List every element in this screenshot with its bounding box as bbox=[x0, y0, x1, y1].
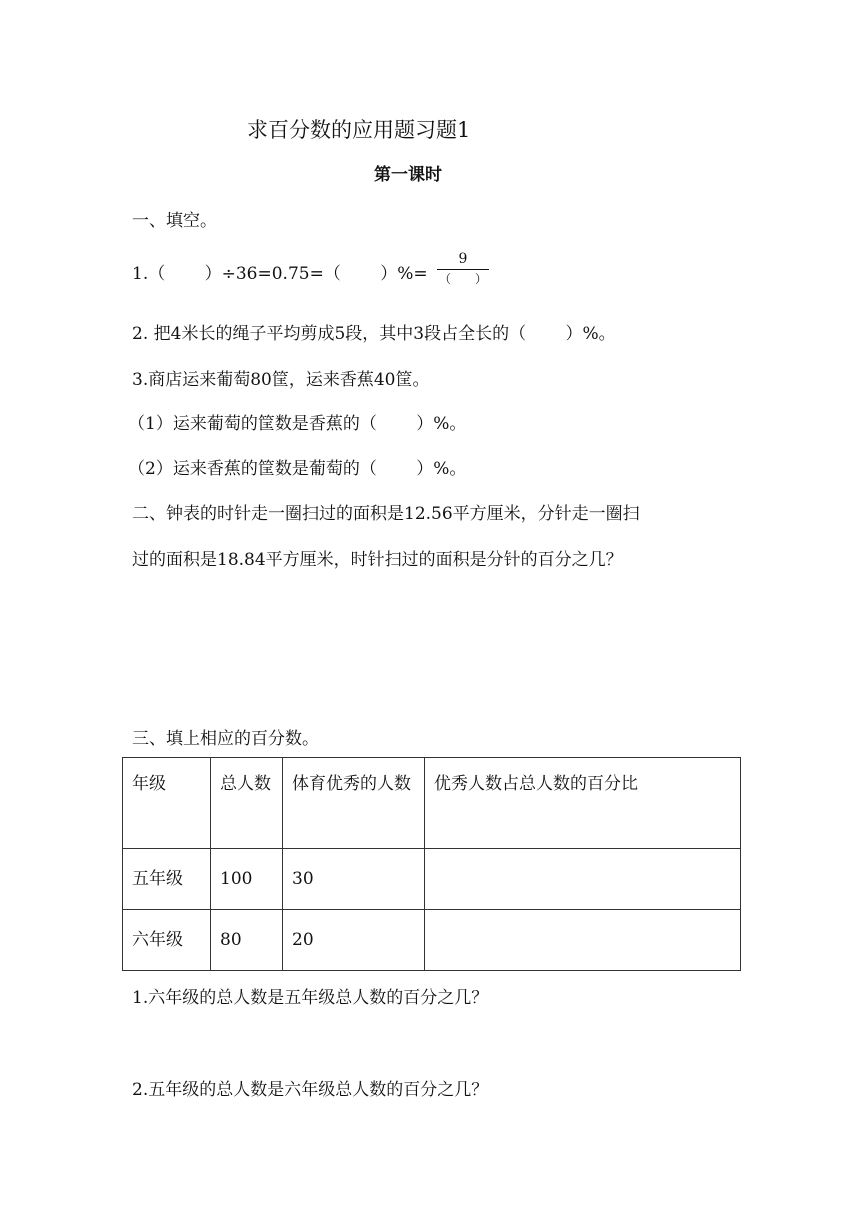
fraction-numerator: 9 bbox=[458, 251, 468, 267]
grade-table bbox=[122, 757, 741, 971]
page-title: 求百分数的应用题习题1 bbox=[247, 118, 471, 142]
section-3-question-2: 2.五年级的总人数是六年级总人数的百分之几？ bbox=[132, 1080, 489, 1100]
section-3-heading: 三、填上相应的百分数。 bbox=[132, 729, 319, 749]
table-cell: 100 bbox=[211, 849, 283, 910]
table-cell: 20 bbox=[283, 910, 425, 971]
table-cell: 80 bbox=[211, 910, 283, 971]
section-2-line-1: 二、钟表的时针走一圈扫过的面积是12.56平方厘米，分针走一圈扫 bbox=[132, 504, 640, 524]
question-1-1: 1.（ ）÷36=0.75=（ ）%= bbox=[132, 264, 428, 284]
fraction-denominator: （ ） bbox=[438, 272, 487, 286]
header-percentage: 优秀人数占总人数的百分比 bbox=[434, 774, 638, 794]
table-header-cell bbox=[283, 758, 425, 849]
fraction bbox=[437, 250, 489, 286]
question-1-2: 2. 把4米长的绳子平均剪成5段，其中3段占全长的（ ）%。 bbox=[132, 324, 616, 344]
table-cell bbox=[425, 910, 741, 971]
question-1-3-2: （2）运来香蕉的筐数是葡萄的（ ）%。 bbox=[128, 459, 467, 479]
table-row bbox=[123, 910, 741, 971]
header-total: 总人数 bbox=[220, 774, 271, 794]
table-cell: 30 bbox=[283, 849, 425, 910]
question-1-3-1: （1）运来葡萄的筐数是香蕉的（ ）%。 bbox=[128, 414, 467, 434]
page-subtitle: 第一课时 bbox=[374, 165, 442, 185]
header-excellent: 体育优秀的人数 bbox=[292, 774, 411, 794]
table-cell: 六年级 bbox=[123, 910, 211, 971]
question-1-3: 3.商店运来葡萄80筐，运来香蕉40筐。 bbox=[132, 370, 430, 390]
header-grade: 年级 bbox=[132, 774, 166, 794]
table-row bbox=[123, 849, 741, 910]
table-cell: 五年级 bbox=[123, 849, 211, 910]
section-2-line-2: 过的面积是18.84平方厘米，时针扫过的面积是分针的百分之几？ bbox=[132, 550, 623, 570]
section-3-question-1: 1.六年级的总人数是五年级总人数的百分之几？ bbox=[132, 988, 489, 1008]
table-cell bbox=[425, 849, 741, 910]
table-header-row bbox=[123, 758, 741, 849]
section-1-heading: 一、填空。 bbox=[132, 211, 217, 231]
table-header-cell bbox=[425, 758, 741, 849]
fraction-bar bbox=[437, 269, 489, 270]
table-header-cell bbox=[123, 758, 211, 849]
table-header-cell bbox=[211, 758, 283, 849]
